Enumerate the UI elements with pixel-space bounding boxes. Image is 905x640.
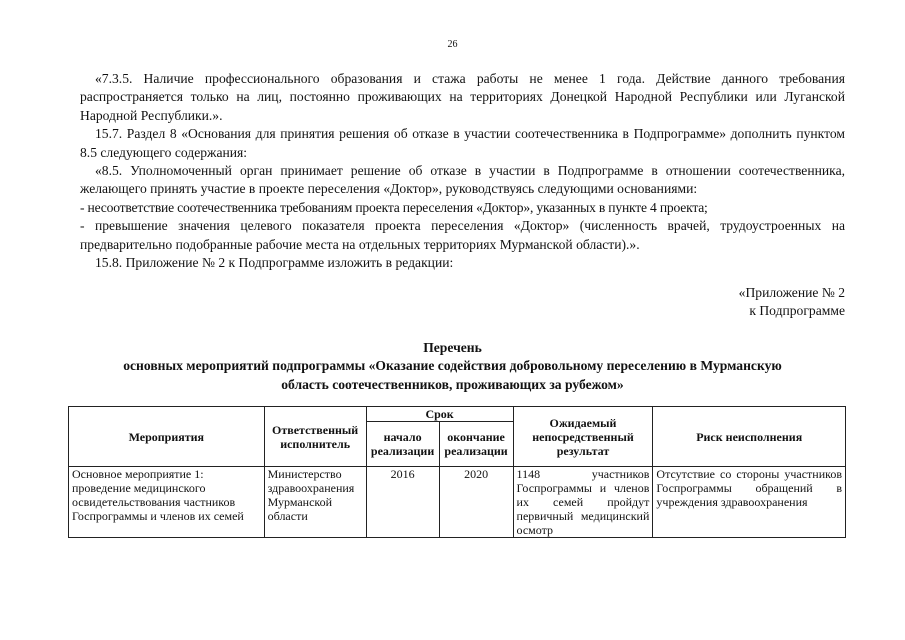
title-line-2: основных мероприятий подпрограммы «Оказание содействия добровольному переселению в Мурманскую [123,358,782,374]
cell-result: 1148 участников Госпрограммы и членов их семей пройдут первичный медицинский осмотр [513,467,653,538]
appendix-label [739,284,845,321]
header-risk: Риск неисполнения [653,407,846,467]
header-measures: Мероприятия [69,407,265,467]
title-line-1: Перечень [423,340,482,355]
header-term: Срок [366,407,513,422]
header-executor: Ответственный исполнитель [264,407,366,467]
paragraph-bullet-2: - превышение значения целевого показателя проекта переселения «Доктор» (численность врачей, трудоустроенных на предварительно подобранные рабочие места на отдельных территориях Мурманской области).». [80,218,845,252]
title-line-3: область соотечественников, проживающих за рубежом» [281,376,624,392]
header-result: Ожидаемый непосредственный результат [513,407,653,467]
cell-risk: Отсутствие со стороны участников Госпрограммы обращений в учреждения здравоохранения [653,467,846,538]
paragraph-bullet-1: - несоответствие соотечественника требованиям проекта переселения «Доктор», указанных в пункте 4 проекта; [80,199,708,215]
cell-start: 2016 [366,467,439,538]
cell-end: 2020 [439,467,513,538]
appendix-line-2: к Подпрограмме [749,303,845,319]
header-end: окончание реализации [439,422,513,467]
body-text [80,70,845,272]
page-number: 26 [447,39,458,50]
appendix-line-1: «Приложение № 2 [738,285,845,300]
cell-measure: Основное мероприятие 1: проведение медицинского освидетельствования частников Госпрограммы и членов их семей [69,467,265,538]
paragraph-15-8: 15.8. Приложение № 2 к Подпрограмме изложить в редакции: [95,255,454,271]
header-start: начало реализации [366,422,439,467]
measures-table [68,406,846,538]
paragraph-15-7: 15.7. Раздел 8 «Основания для принятия решения об отказе в участии соотечественника в Подпрограмме» дополнить пунктом 8.5 следующего содержания: [80,126,845,160]
paragraph-8-5: «8.5. Уполномоченный орган принимает решение об отказе в участии в Подпрограмме в отношении соотечественника, желающего принять участие в проекте переселения «Доктор», руководствуясь следующими основаниями: [80,163,845,197]
list-title [0,339,905,394]
table-row [69,467,846,538]
paragraph-7-3-5: «7.3.5. Наличие профессионального образования и стажа работы не менее 1 года. Действие данного требования распространяется только на лиц, постоянно проживающих на территориях Донецкой Народной Республики или Луганской Народной Республики.». [80,71,845,123]
cell-executor: Министерство здравоохранения Мурманской области [264,467,366,538]
